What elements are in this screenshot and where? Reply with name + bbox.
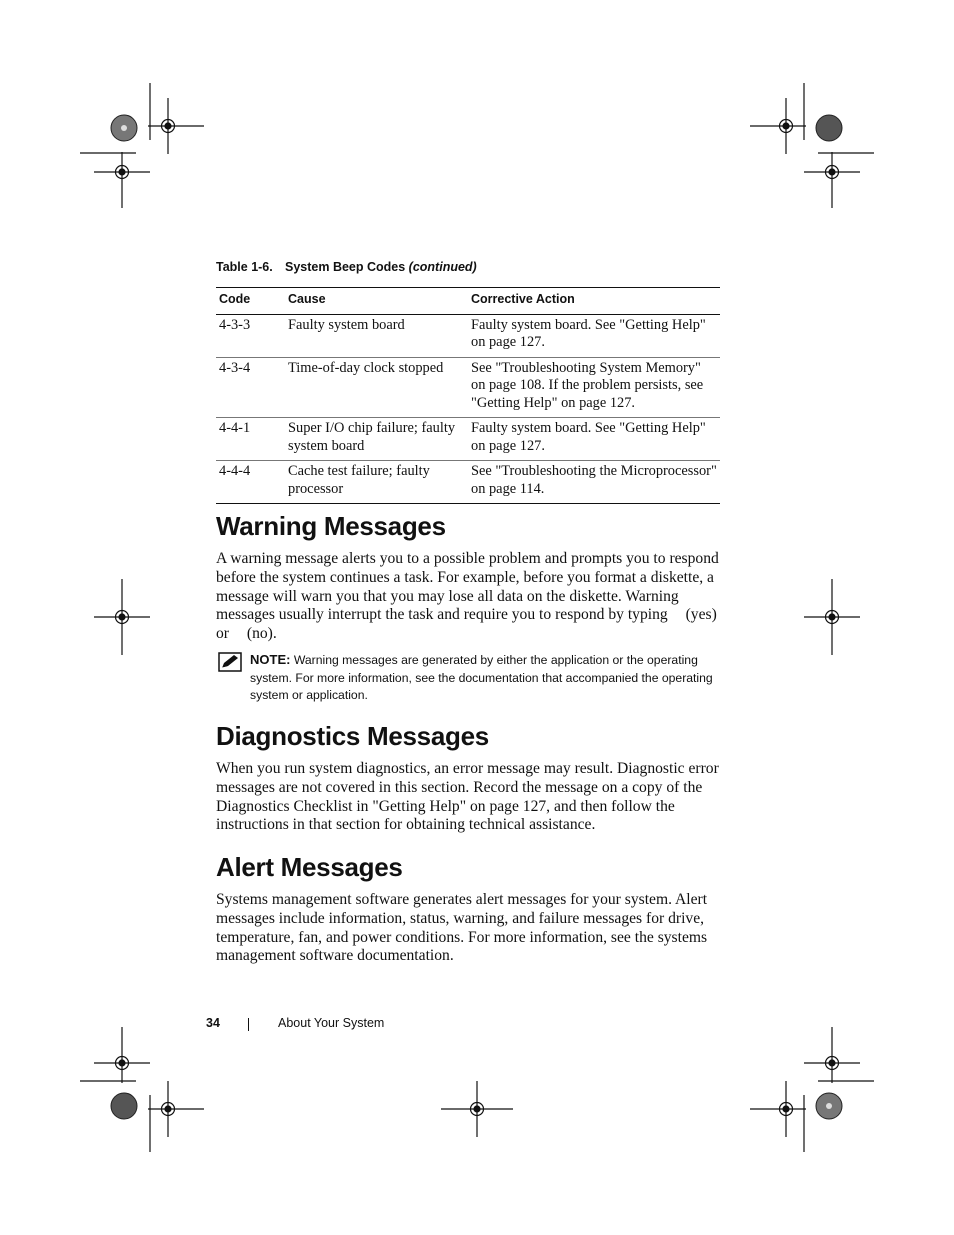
table-caption-title: System Beep Codes [285,260,406,274]
column-header-action: Corrective Action [468,288,720,315]
warning-body-end: (no). [246,625,277,643]
cell-code: 4-3-3 [216,314,285,357]
table-row [216,418,720,461]
cell-code: 4-4-1 [216,418,285,461]
column-header-cause: Cause [285,288,468,315]
note-block [216,651,720,705]
table-caption-number: Table 1-6. [216,260,273,274]
cell-cause: Cache test failure; faulty processor [285,461,468,504]
cell-action: Faulty system board. See "Getting Help" on page 127. [468,418,720,461]
footer-separator [248,1018,249,1031]
table-caption-continued: (continued) [408,260,477,274]
heading-alert-messages: Alert Messages [216,852,403,882]
footer-section-title: About Your System [278,1016,385,1030]
cell-action: Faulty system board. See "Getting Help" on page 127. [468,314,720,357]
cell-action: See "Troubleshooting System Memory" on page 108. If the problem persists, see "Getting Help" on page 127. [468,357,720,418]
cell-cause: Super I/O chip failure; faulty system board [285,418,468,461]
alert-body: Systems management software generates alert messages for your system. Alert messages include information, status, warning, and failure messages for drive, temperature, fan, and power conditions. For more information, see the systems management software documentation. [216,891,708,965]
cell-action: See "Troubleshooting the Microprocessor" on page 114. [468,461,720,504]
cell-code: 4-4-4 [216,461,285,504]
column-header-code: Code [216,288,285,315]
beep-codes-table [216,287,720,504]
note-text: Warning messages are generated by either the application or the operating system. For more information, see the documentation that accompanied the operating system or application. [250,653,713,703]
warning-body-start: A warning message alerts you to a possible problem and prompts you to respond before the system continues a task. For example, before you format a diskette, a message will warn you that you may lose all data on the diskette. Warning messages usually interrupt the task and require you to respond by typing [216,550,719,624]
cell-code: 4-3-4 [216,357,285,418]
cell-cause: Faulty system board [285,314,468,357]
cell-cause: Time-of-day clock stopped [285,357,468,418]
table-row [216,461,720,504]
warning-body-mid: (yes) or [216,606,717,643]
heading-warning-messages: Warning Messages [216,511,446,541]
table-caption [216,260,477,274]
table-row [216,314,720,357]
table-header-row [216,288,720,315]
warning-body [216,550,720,644]
heading-diagnostics-messages: Diagnostics Messages [216,721,489,751]
note-pencil-icon [218,652,242,678]
table-row [216,357,720,418]
note-label: NOTE: [250,652,291,667]
diagnostics-body: When you run system diagnostics, an error message may result. Diagnostic error messages are not covered in this section. Record the message on a copy of the Diagnostics Checklist in "Getting Help" on page 127, and then follow the instructions in that section for obtaining technical assistance. [216,760,719,834]
page-number: 34 [206,1016,220,1030]
